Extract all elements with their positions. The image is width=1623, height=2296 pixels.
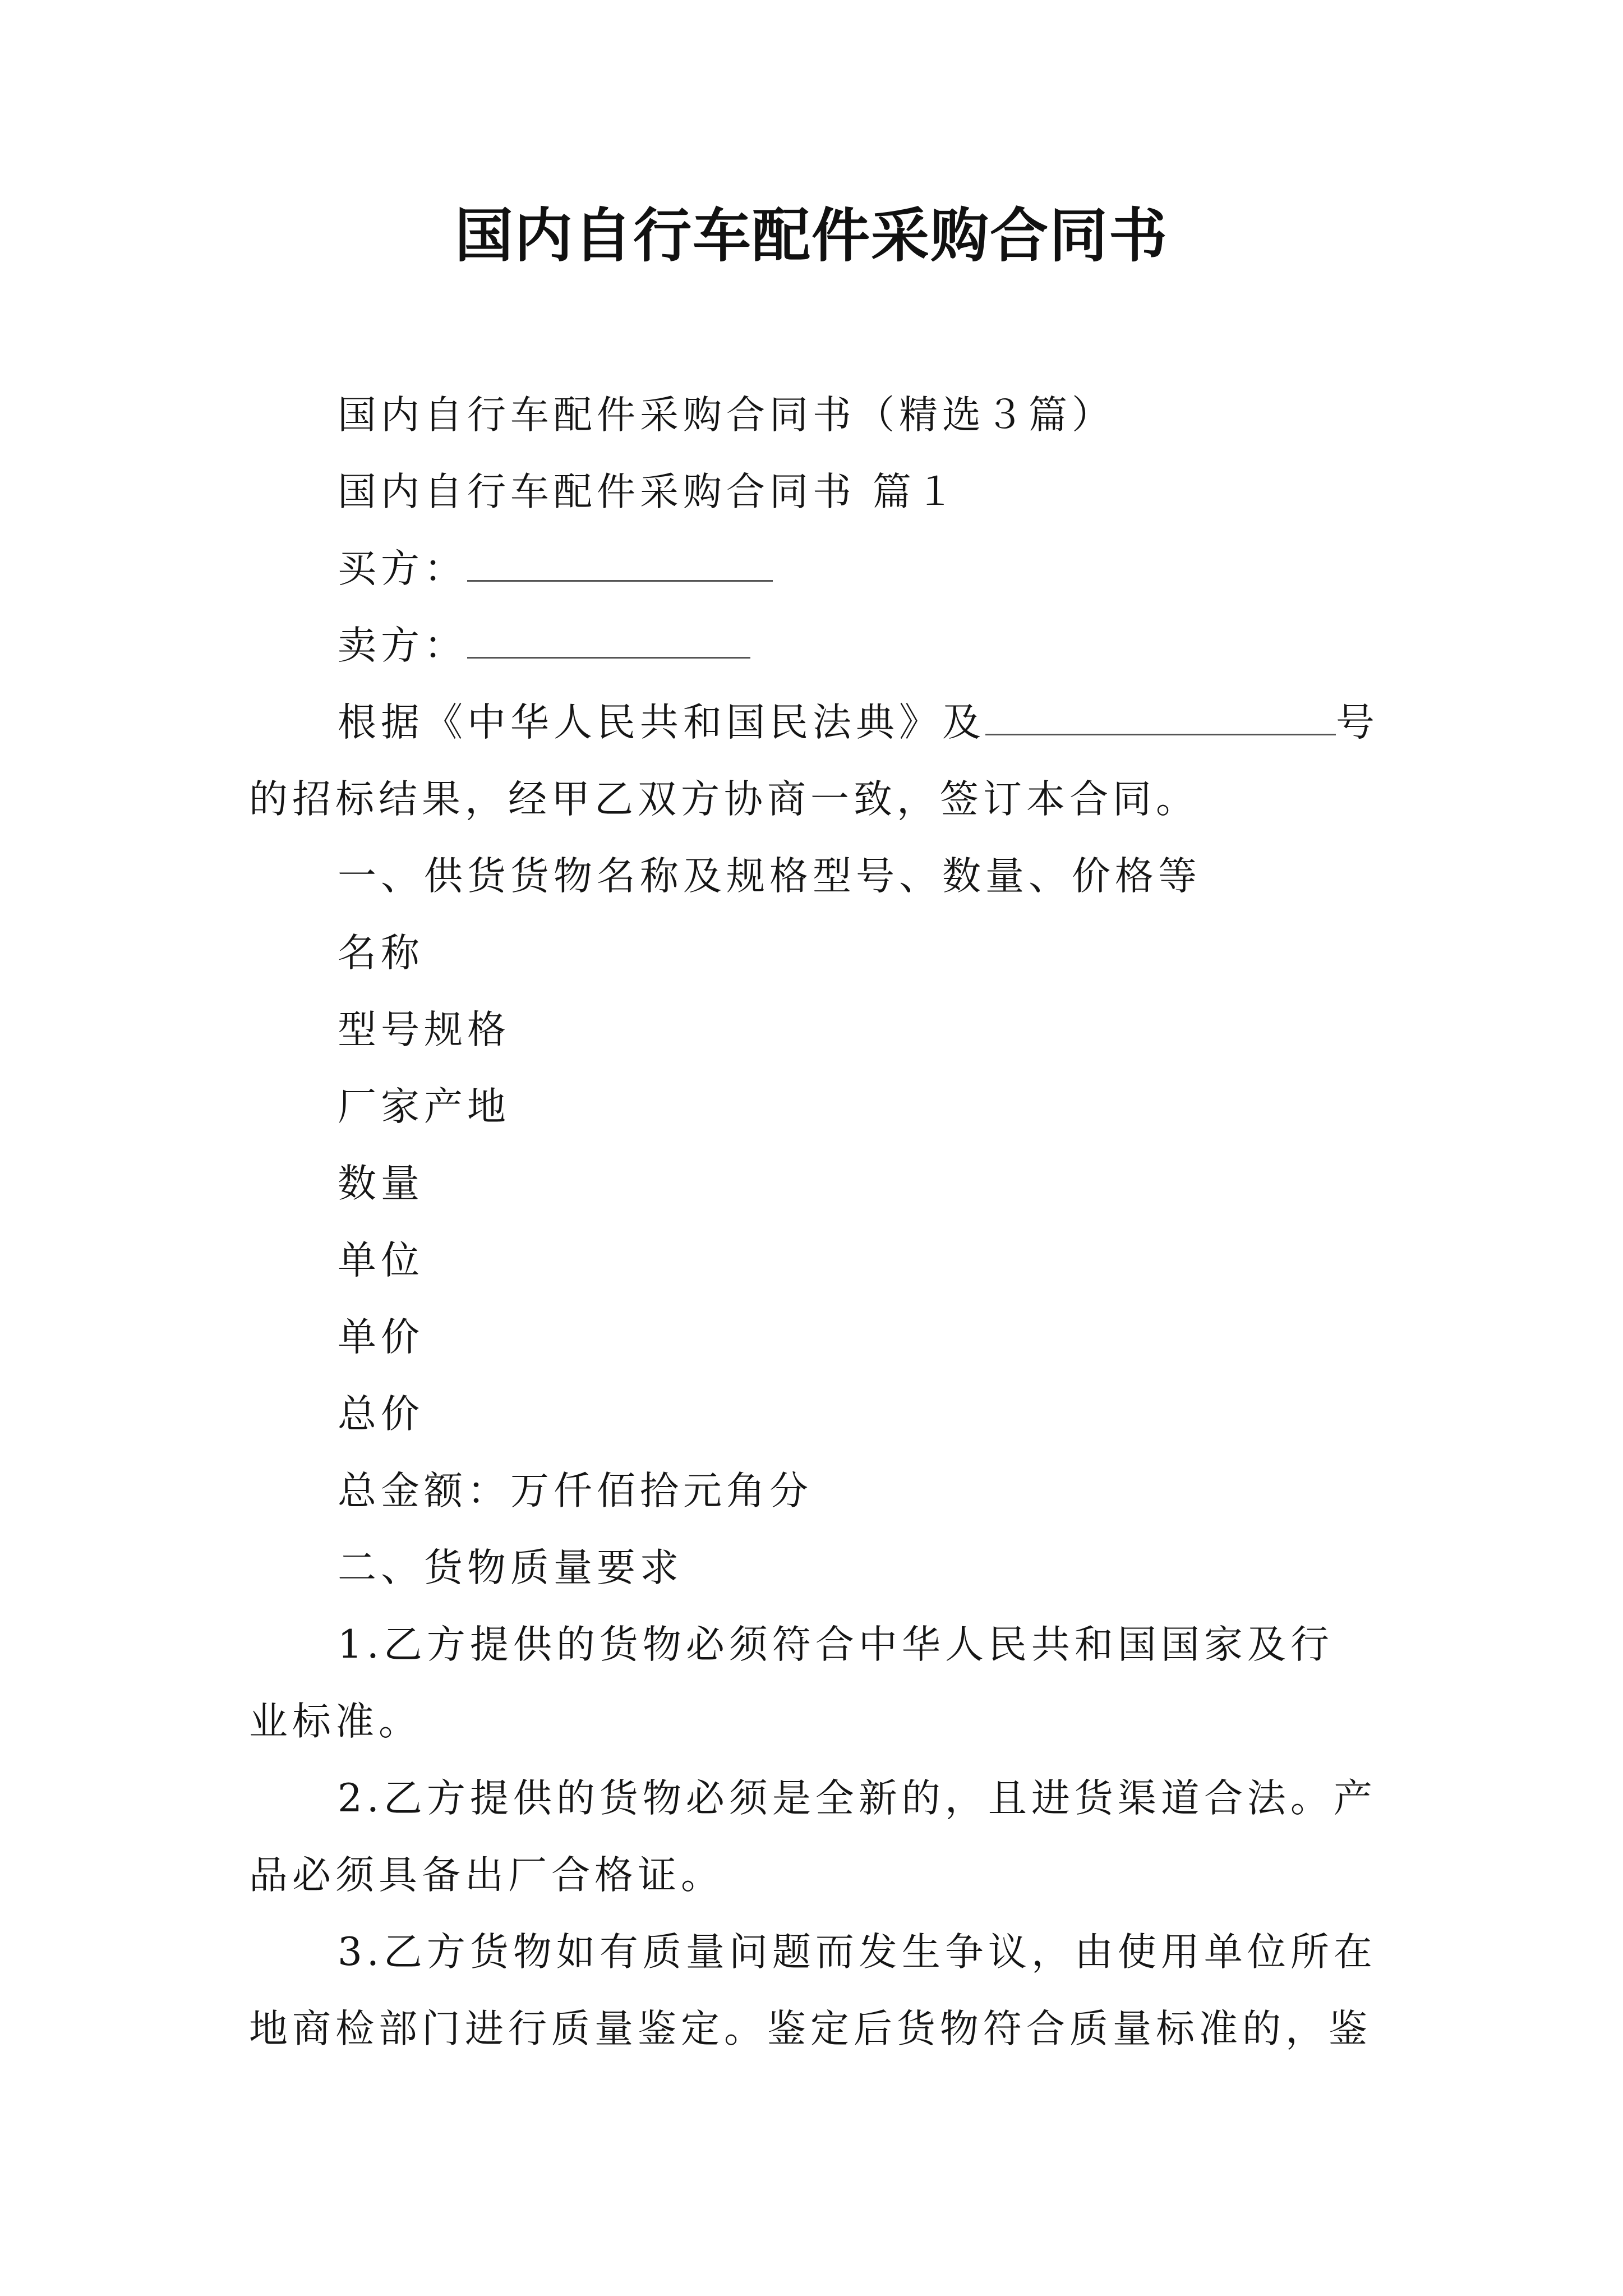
- buyer-blank-field: [467, 546, 773, 582]
- buyer-label: 买方：: [338, 546, 467, 591]
- field-unit-price: 单价: [338, 1315, 424, 1360]
- document-subtitle: 国内自行车配件采购合同书（精选３篇）: [338, 393, 1115, 438]
- field-manufacturer-origin: 厂家产地: [338, 1084, 510, 1129]
- clause-1-continuation: 业标准。: [249, 1699, 422, 1744]
- basis-continuation: 的招标结果，经甲乙双方协商一致，签订本合同。: [249, 777, 1199, 822]
- field-unit: 单位: [338, 1238, 424, 1283]
- section-1-heading: 一、供货货物名称及规格型号、数量、价格等: [338, 854, 1201, 899]
- document-title: 国内自行车配件采购合同书: [454, 201, 1168, 270]
- clause-3: 3.乙方货物如有质量问题而发生争议，由使用单位所在: [338, 1930, 1377, 1975]
- clause-3-continuation: 地商检部门进行质量鉴定。鉴定后货物符合质量标准的，鉴: [249, 2007, 1372, 2051]
- part-heading: 国内自行车配件采购合同书 篇１: [338, 470, 959, 514]
- basis-text: 根据《中华人民共和国民法典》及: [338, 700, 985, 745]
- clause-2: 2.乙方提供的货物必须是全新的，且进货渠道合法。产: [338, 1776, 1377, 1821]
- basis-text-suffix: 号: [1336, 700, 1379, 745]
- clause-2-continuation: 品必须具备出厂合格证。: [249, 1853, 724, 1898]
- seller-label: 卖方：: [338, 623, 467, 668]
- section-2-heading: 二、货物质量要求: [338, 1545, 683, 1590]
- field-name: 名称: [338, 931, 424, 976]
- field-model-spec: 型号规格: [338, 1007, 510, 1052]
- seller-blank-field: [467, 623, 750, 659]
- tender-number-blank-field: [985, 700, 1336, 735]
- field-total-price: 总价: [338, 1392, 424, 1437]
- clause-1: 1.乙方提供的货物必须符合中华人民共和国国家及行: [338, 1622, 1334, 1667]
- seller-line: [338, 615, 750, 677]
- total-amount-line: 总金额：万仟佰拾元角分: [338, 1469, 813, 1513]
- field-quantity: 数量: [338, 1161, 424, 1206]
- buyer-line: [338, 538, 773, 600]
- basis-line: [338, 692, 1379, 753]
